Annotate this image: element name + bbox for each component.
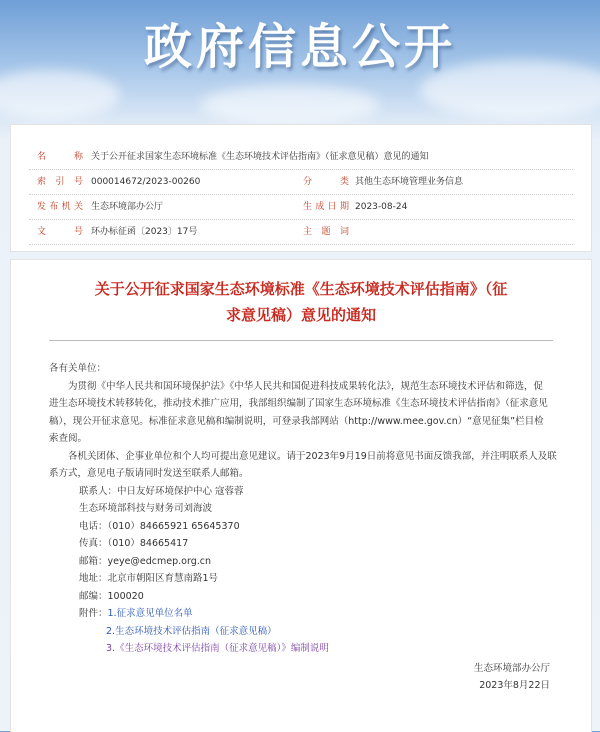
meta-category-label: 分 类	[303, 177, 349, 187]
contact-email: 邮箱：yeye@edcmep.org.cn	[79, 555, 212, 567]
header-banner	[0, 0, 600, 125]
paragraph-line: 为贯彻《中华人民共和国环境保护法》《中华人民共和国促进科技成果转化法》，规范生态环境技术评估和筛选，促	[68, 380, 544, 392]
meta-org-value: 生态环境部办公厅	[91, 202, 164, 212]
paragraph-line: 进生态环境技术转移转化，推动技术推广应用，我部组织编制了国家生态环境标准《生态环境技术评估指南》（征求意见	[49, 398, 548, 409]
article-title-line: 关于公开征求国家生态环境标准《生态环境技术评估指南》（征	[94, 280, 508, 298]
attachment-row-2	[49, 623, 556, 641]
meta-doc-label: 文 号	[37, 227, 83, 237]
meta-row-name	[29, 145, 573, 170]
cloud-decoration	[200, 85, 380, 125]
paragraph-line: 系方式，意见电子版请同时发送至联系人邮箱。	[49, 468, 249, 479]
meta-index-value: 000014672/2023-00260	[91, 177, 201, 187]
contact-phone: 电话：（010）84665921 65645370	[79, 520, 240, 532]
document-metadata-panel	[10, 124, 592, 252]
meta-row-index	[29, 170, 573, 195]
attachment-link-3[interactable]: 3.《生态环境技术评估指南（征求意见稿）》编制说明	[106, 643, 329, 654]
attachments-label: 附件：	[79, 608, 108, 619]
meta-name-label: 名 称	[37, 152, 83, 162]
title-divider	[49, 340, 553, 341]
article-body	[49, 360, 556, 695]
meta-category-value: 其他生态环境管理业务信息	[355, 177, 464, 187]
meta-name-value: 关于公开征求国家生态环境标准《生态环境技术评估指南》（征求意见稿）意见的通知	[91, 152, 429, 162]
article-title-line: 求意见稿）意见的通知	[225, 306, 376, 324]
paragraph-line: 稿），现公开征求意见。标准征求意见稿和编制说明，可登录我部网站（http://www.mee.gov.cn）“意见征集”栏目检	[49, 415, 544, 427]
salutation: 各有关单位：	[49, 363, 107, 374]
meta-row-doc	[29, 220, 573, 245]
meta-doc-value: 环办标征函〔2023〕17号	[91, 227, 198, 237]
contact-address: 地址：北京市朝阳区育慧南路1号	[79, 573, 219, 584]
article-title	[81, 276, 521, 328]
meta-subject-label: 主 题 词	[303, 227, 349, 237]
paragraph-line: 索查阅。	[49, 433, 88, 444]
meta-index-label: 索 引 号	[37, 177, 83, 187]
paragraph-line: 各机关团体、企事业单位和个人均可提出意见建议。请于2023年9月19日前将意见书面反馈我部，并注明联系人及联	[68, 450, 557, 462]
attachment-link-2[interactable]: 2.生态环境技术评估指南（征求意见稿）	[106, 625, 277, 637]
page-title: 政府信息公开	[143, 19, 456, 75]
meta-date-label: 生成日期	[303, 202, 349, 212]
attachment-link-1[interactable]: 1.征求意见单位名单	[107, 608, 193, 619]
meta-row-org	[29, 195, 573, 220]
meta-org-label: 发布机关	[37, 202, 83, 212]
cloud-decoration	[0, 70, 120, 120]
contact-dept: 生态环境部科技与财务司刘海波	[79, 503, 213, 514]
contact-fax: 传真：（010）84665417	[79, 538, 189, 549]
meta-date-value: 2023-08-24	[355, 202, 408, 212]
attachment-row-3	[49, 640, 556, 658]
sign-date: 2023年8月22日	[479, 680, 550, 691]
attachments-row	[49, 605, 556, 623]
article-panel	[10, 259, 592, 732]
contact-postcode: 邮编：100020	[79, 590, 144, 602]
signature: 生态环境部办公厅	[473, 662, 550, 674]
contact-person: 联系人：中日友好环境保护中心 寇蓉蓉	[79, 485, 244, 497]
